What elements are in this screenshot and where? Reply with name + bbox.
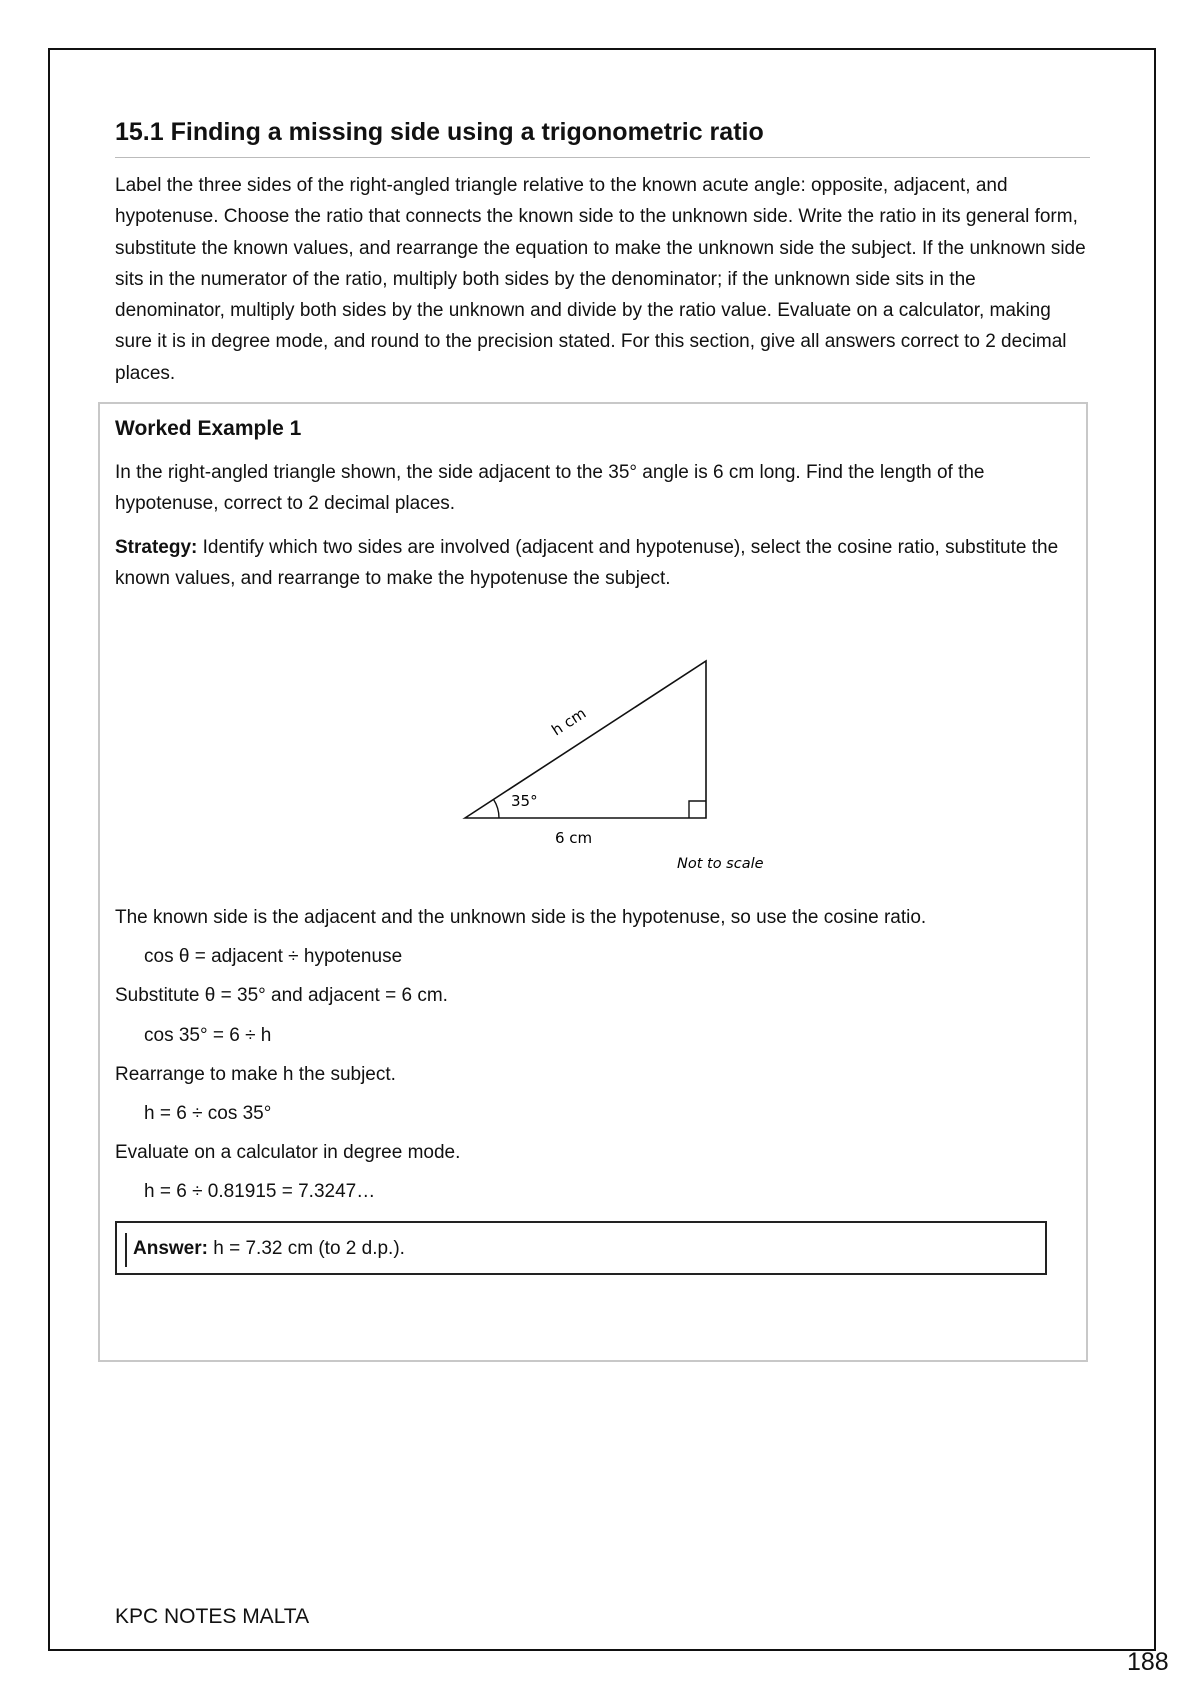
angle-label: 35° <box>511 792 538 810</box>
solution-line: Evaluate on a calculator in degree mode. <box>115 1142 461 1164</box>
angle-arc <box>494 799 500 818</box>
example-question: In the right-angled triangle shown, the side adjacent to the 35° angle is 6 cm long. Find the length of the hypotenuse, correct to 2 decimal places. <box>115 462 985 514</box>
answer <box>133 1235 405 1263</box>
section <box>115 115 1090 389</box>
answer-label: Answer: <box>133 1238 208 1259</box>
worked-example <box>115 410 1075 594</box>
solution-line: Substitute θ = 35° and adjacent = 6 cm. <box>115 985 448 1007</box>
strategy-text: Identify which two sides are involved (adjacent and hypotenuse), select the cosine ratio, substitute the known values, and rearrange to make the hypotenuse the subject. <box>115 537 1059 589</box>
page-number: 188 <box>1127 1648 1169 1676</box>
example-title: Worked Example 1 <box>115 417 302 440</box>
solution-line: Rearrange to make h the subject. <box>115 1063 396 1085</box>
worked-solution <box>115 903 1075 1217</box>
section-title: 15.1 Finding a missing side using a trigonometric ratio <box>115 115 1090 158</box>
solution-equation: h = 6 ÷ cos 35° <box>144 1102 272 1124</box>
answer-value: h = 7.32 cm (to 2 d.p.). <box>207 1238 405 1259</box>
strategy-label: Strategy: <box>115 537 198 558</box>
hypotenuse-label: h cm <box>548 704 590 740</box>
right-angle-marker <box>689 801 706 818</box>
solution-equation: h = 6 ÷ 0.81915 = 7.3247… <box>144 1181 376 1203</box>
not-to-scale-note: Not to scale <box>677 856 764 872</box>
solution-equation: cos θ = adjacent ÷ hypotenuse <box>144 946 403 968</box>
base-label: 6 cm <box>555 829 593 847</box>
footer-text: KPC NOTES MALTA <box>115 1605 310 1628</box>
section-intro: Label the three sides of the right-angled triangle relative to the known acute angle: opposite, adjacent, and hypotenuse. Choose the ratio that connects the known side to the unknown side. Write the ratio in its general form, substitute the known values, and rearrange the equation to make the unknown side the subject. If the unknown side sits in the numerator of the ratio, multiply both sides by the denominator; if the unknown side sits in the denominator, multiply both sides by the unknown and divide by the ratio value. Evaluate on a calculator, making sure it is in degree mode, and round to the precision stated. For this section, give all answers correct to 2 decimal places. <box>115 175 1086 384</box>
answer-box <box>115 1221 1047 1275</box>
example-strategy <box>115 532 1075 594</box>
triangle <box>465 661 706 818</box>
answer-accent-bar <box>125 1233 127 1267</box>
solution-line: The known side is the adjacent and the unknown side is the hypotenuse, so use the cosine ratio. <box>115 907 927 928</box>
solution-equation: cos 35° = 6 ÷ h <box>144 1024 272 1046</box>
triangle-diagram <box>455 640 815 890</box>
